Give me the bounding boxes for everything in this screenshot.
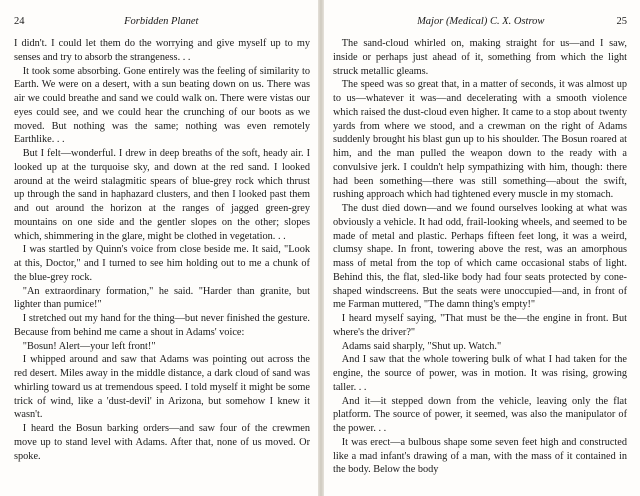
paragraph: I heard the Bosun barking orders—and saw four of the crewmen move up to stand level with Adams. After that, none of us moved. Or spoke. xyxy=(14,423,310,462)
right-page-header xyxy=(333,16,627,34)
paragraph: I didn't. I could let them do the worrying and give myself up to my senses and try to absorb the strangeness. . . xyxy=(14,38,310,63)
paragraph: It took some absorbing. Gone entirely was the feeling of similarity to Earth. We were on a desert, with a sun beating down on us. There was air we could breathe and sand we could walk on. There were vistas our eyes could see, and we could hear the crunching of our boots as we moved. But nothing was the same; nothing was even remotely Earthlike. . . xyxy=(14,65,310,146)
paragraph: But I felt—wonderful. I drew in deep breaths of the soft, heady air. I looked up at the turquoise sky, and down at the red sand. I looked around at the weird stalagmitic spears of blue-grey rock which thrust up through the sand in haphazard clusters, and then I looked past them and out around the horizon at the ranges of jagged green-grey mountains on one side and the gentler slopes on the other; slopes which, shimmering in the glare, might be clothed in vegetation. . . xyxy=(14,148,310,242)
paragraph: It was erect—a bulbous shape some seven feet high and constructed like a mad infant's drawing of a man, with the mass of it contained in the body. Below the body xyxy=(333,436,627,476)
paragraph: "An extraordinary formation," he said. "Harder than granite, but lighter than pumice!" xyxy=(14,285,310,311)
book-gutter xyxy=(318,0,324,496)
left-page-body xyxy=(14,37,310,463)
paragraph: I heard myself saying, "That must be the—the engine in front. But where's the driver?" xyxy=(333,313,627,338)
left-running-title: Forbidden Planet xyxy=(124,16,199,27)
right-page xyxy=(333,16,627,477)
paragraph: I was startled by Quinn's voice from close beside me. It said, "Look at this, Doctor," and I turned to see him holding out to me a chunk of the blue-grey rock. xyxy=(14,244,310,283)
paragraph: The speed was so great that, in a matter of seconds, it was almost up to us—whatever it was—and decelerating with a smooth violence which raised the dust-cloud even higher. It came to a stop about twenty yards from where we stood, and a crewman on the right of Adams suddenly brought his blast gun up to his shoulder. The Bosun roared at him, and the man pulled the weapon down to the ready with a convulsive jerk. I couldn't help sympathizing with him, though: there had been something—there was still something—about the swift, rushing approach which had tightened every muscle in my stomach. xyxy=(333,79,627,201)
paragraph: And it—it stepped down from the vehicle, leaving only the flat platform. The source of power, it seemed, was also the manipulator of the power. . . xyxy=(333,395,627,434)
paragraph: And I saw that the whole towering bulk of what I had taken for the engine, the source of power, was in motion. It was rising, growing taller. . . xyxy=(333,354,627,393)
left-page-header xyxy=(14,16,310,34)
paragraph: "Bosun! Alert—your left front!" xyxy=(22,340,156,352)
paragraph: I whipped around and saw that Adams was pointing out across the red desert. Miles away in the middle distance, a dark cloud of sand was whirling toward us at tremendous speed. I told myself it might be some trick of wind, like a 'dust-devil' in Arizona, but somehow I knew it wasn't. xyxy=(14,354,310,421)
left-page xyxy=(14,16,310,463)
right-page-number: 25 xyxy=(616,16,627,27)
right-running-title: Major (Medical) C. X. Ostrow xyxy=(417,16,545,27)
left-page-number: 24 xyxy=(14,16,25,27)
paragraph: The dust died down—and we found ourselves looking at what was obviously a vehicle. It had odd, frail-looking wheels, and seemed to be made of metal and plastic. Perhaps fifteen feet long, it was a weird, clumsy shape. In front, towering above the rest, was an amorphous mass of metal from the top of which came occasional stabs of light. Behind this, the flat, sled-like body had four seats protected by cone-shaped windscreens. But the seats were unoccupied—and, in front of me Farman muttered, "The damn thing's empty!" xyxy=(333,203,627,311)
paragraph: Adams said sharply, "Shut up. Watch." xyxy=(341,340,502,352)
right-page-body xyxy=(333,37,627,477)
paragraph: The sand-cloud whirled on, making straight for us—and I saw, inside or perhaps just ahead of it, something from which the light struck metallic gleams. xyxy=(333,38,627,77)
paragraph: I stretched out my hand for the thing—but never finished the gesture. Because from behind me came a shout in Adams' voice: xyxy=(14,313,310,338)
